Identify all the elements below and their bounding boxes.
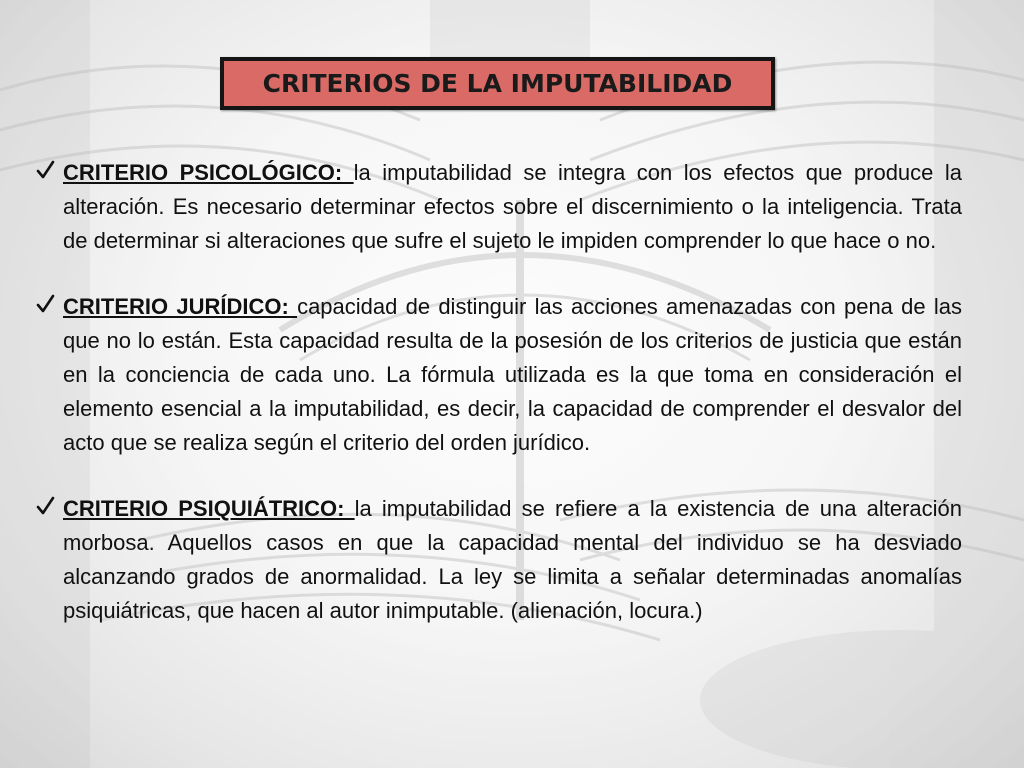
check-icon xyxy=(36,293,55,315)
criterion-paragraph xyxy=(63,156,962,258)
title-box xyxy=(220,57,775,110)
criterion-psiquiatrico xyxy=(36,492,962,628)
criterion-paragraph xyxy=(63,492,962,628)
criterion-text: capacidad de distinguir las acciones amenazadas con pena de las que no lo están. Esta capacidad resulta de la posesión de los criterios de justicia que están en la conciencia de cada uno. La fórmula utilizada es la que toma en consideración el elemento esencial a la imputabilidad, es decir, la capacidad de comprender el desvalor del acto que se realiza según el criterio del orden jurídico. xyxy=(63,294,962,455)
criterion-psicologico xyxy=(36,156,962,258)
criterion-text: la imputabilidad se refiere a la existencia de una alteración morbosa. Aquellos casos en que la capacidad mental del individuo se ha desviado alcanzando grados de anormalidad. La ley se limita a señalar determinadas anomalías psiquiátricas, que hacen al autor inimputable. (alienación, locura.) xyxy=(63,496,962,623)
check-icon xyxy=(36,159,55,181)
criterion-text: la imputabilidad se integra con los efectos que produce la alteración. Es necesario determinar efectos sobre el discernimiento o la inteligencia. Trata de determinar si alteraciones que sufre el sujeto le impiden comprender lo que hace o no. xyxy=(63,160,962,253)
criteria-list xyxy=(36,156,962,660)
criterion-paragraph xyxy=(63,290,962,460)
criterion-juridico xyxy=(36,290,962,460)
criterion-label: CRITERIO PSICOLÓGICO: xyxy=(63,160,354,185)
check-icon xyxy=(36,495,55,517)
criterion-label: CRITERIO JURÍDICO: xyxy=(63,294,298,319)
criterion-label: CRITERIO PSIQUIÁTRICO: xyxy=(63,496,355,521)
slide-title: CRITERIOS DE LA IMPUTABILIDAD xyxy=(262,69,733,98)
